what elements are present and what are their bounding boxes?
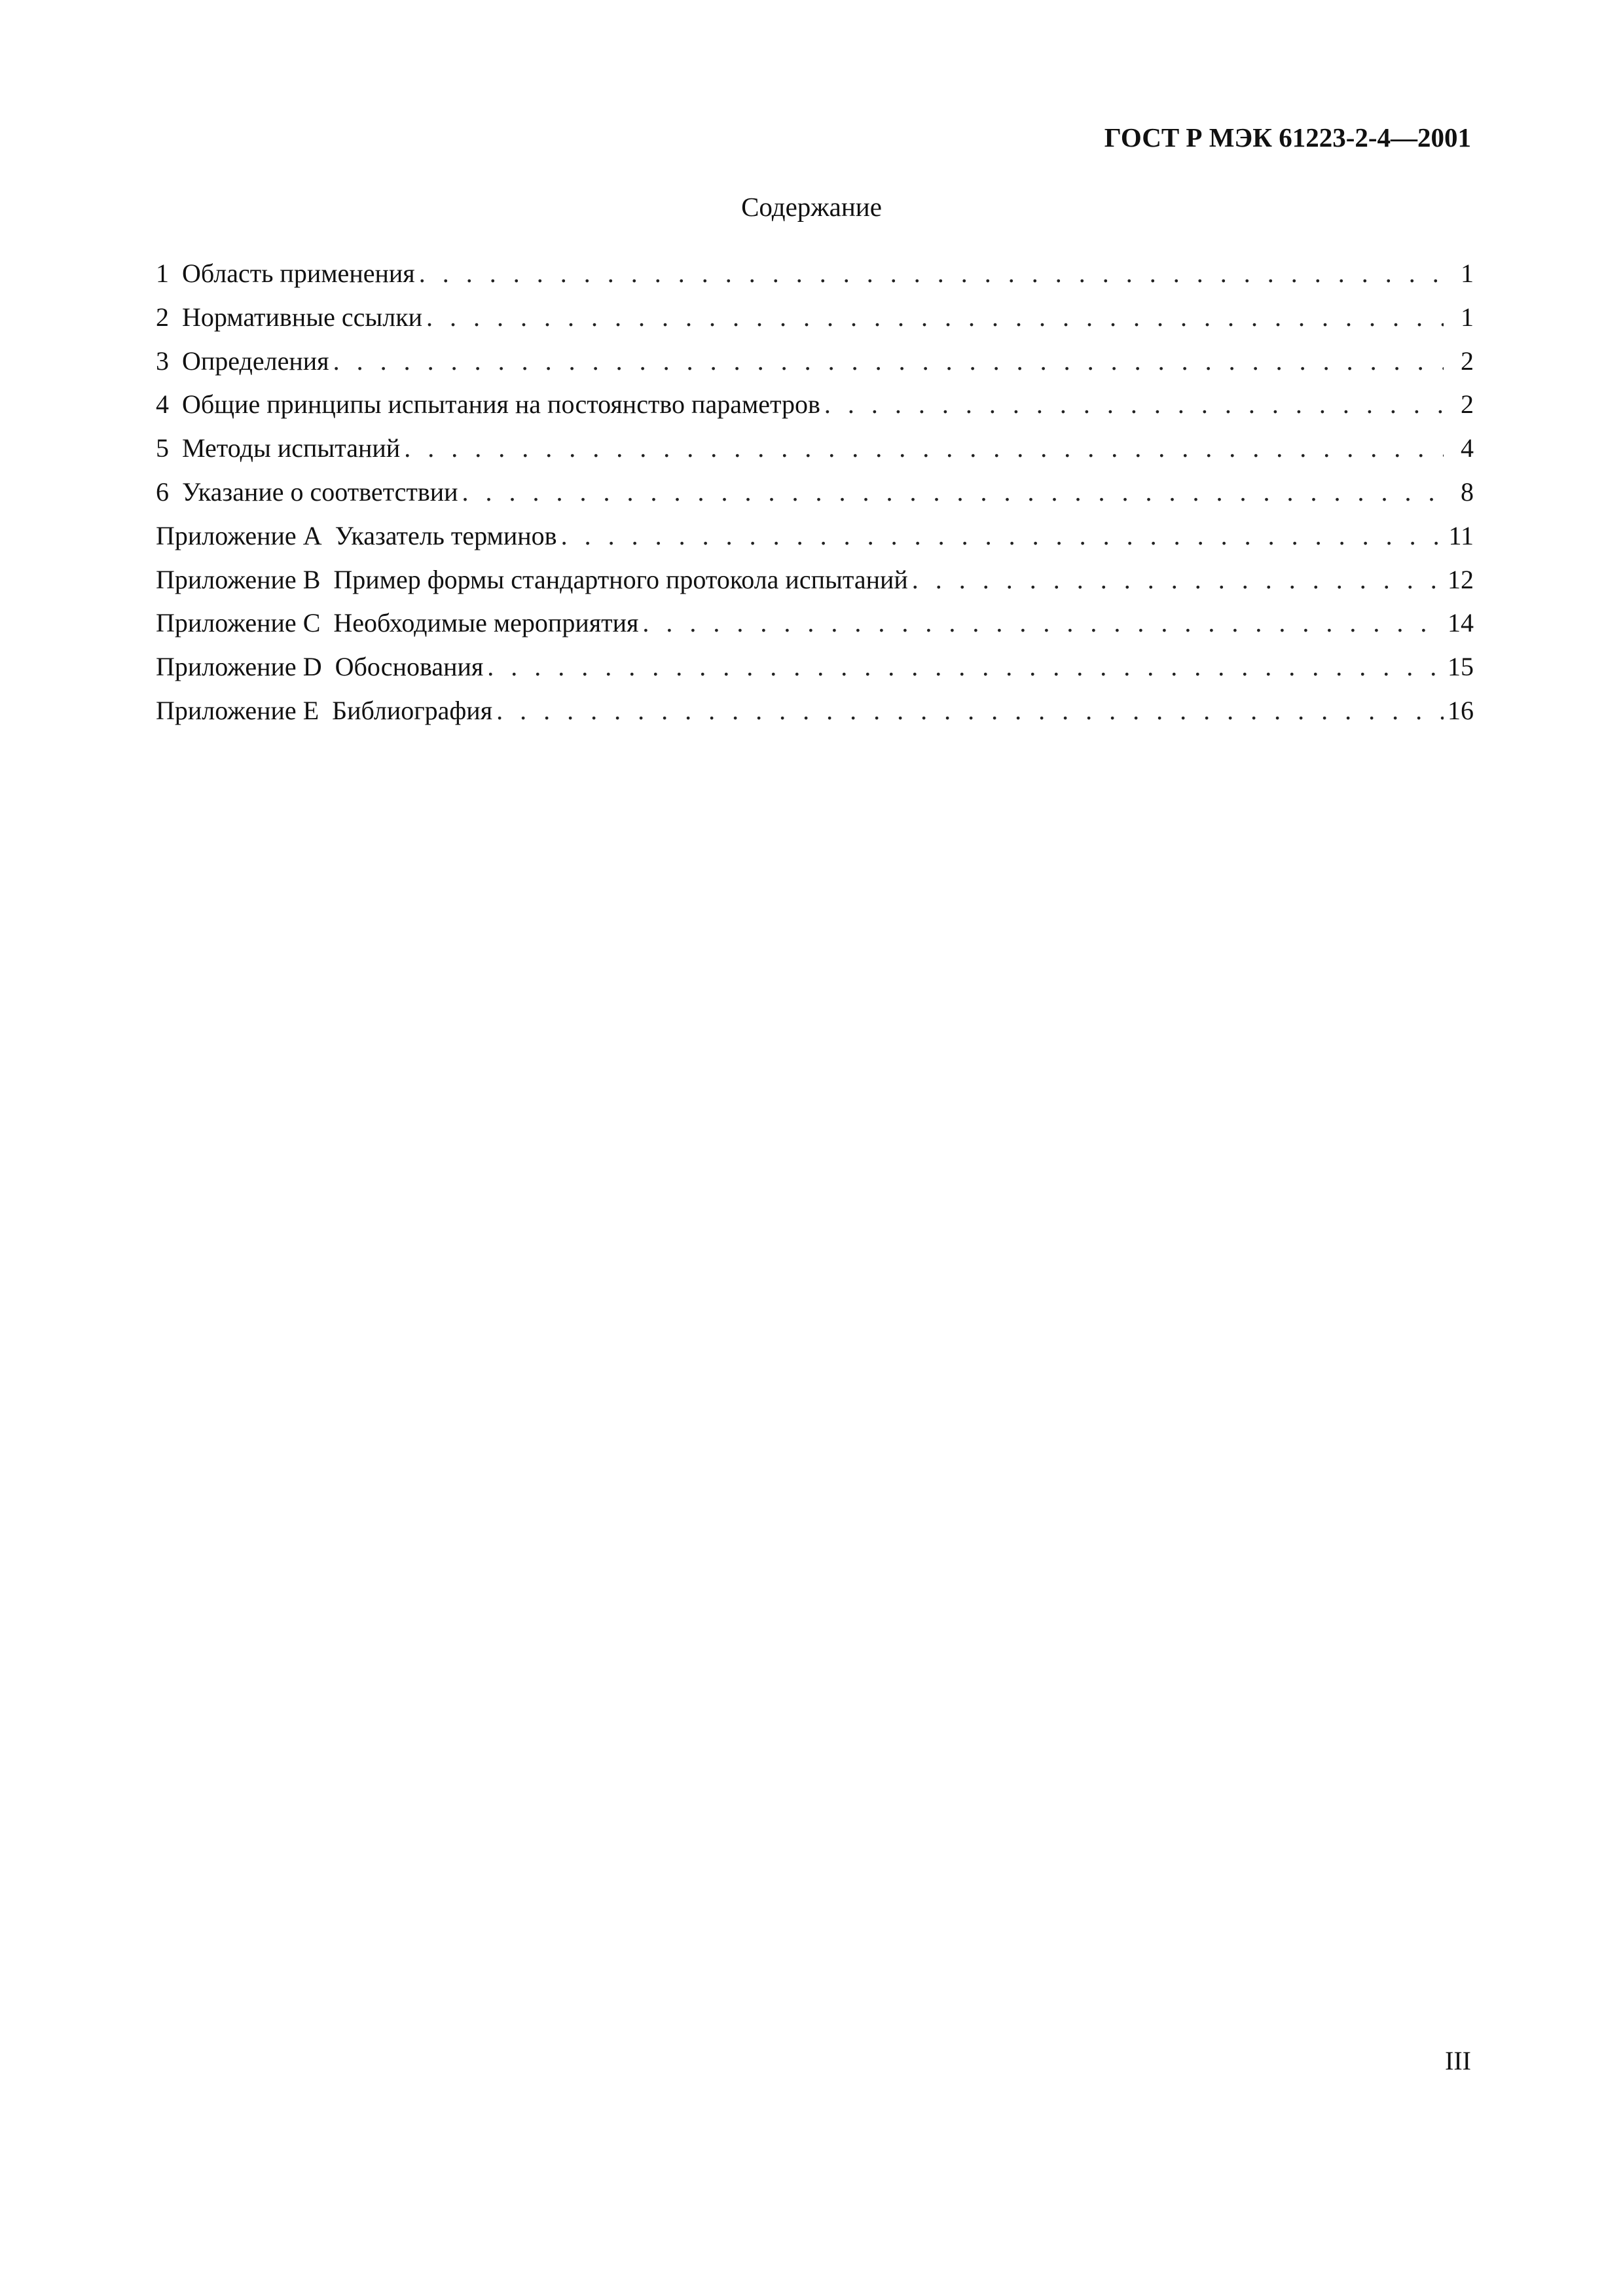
toc-dot-leader [333,340,1444,384]
toc-entry-label: 3 Определения [156,346,329,376]
toc-dot-leader [419,252,1444,296]
toc-entry[interactable] [156,601,1474,645]
toc-entry-page: 15 [1448,652,1474,682]
toc-dot-leader [426,296,1444,340]
toc-dot-leader [642,601,1444,645]
toc-entry[interactable] [156,471,1474,514]
toc-entry[interactable] [156,427,1474,471]
toc-entry[interactable] [156,514,1474,558]
toc-entry[interactable] [156,296,1474,340]
toc-dot-leader [404,427,1444,471]
toc-entry-label: 6 Указание о соответствии [156,476,458,507]
toc-entry-page: 2 [1461,389,1474,420]
toc-entry-label: Приложение С Необходимые мероприятия [156,608,639,638]
toc-entry-label: Приложение В Пример формы стандартного протокола испытаний [156,564,908,594]
toc-dot-leader [561,514,1444,558]
standard-code-header: ГОСТ Р МЭК 61223-2-4—2001 [1104,122,1471,152]
toc-entry-label: 1 Область применения [156,259,415,288]
toc-title: Содержание [741,192,882,222]
toc-entry[interactable] [156,252,1474,296]
table-of-contents [156,252,1474,733]
toc-entry-page: 14 [1448,608,1474,638]
toc-entry[interactable] [156,645,1474,689]
toc-dot-leader [487,645,1444,689]
toc-entry-label: Приложение D Обоснования [156,652,484,682]
toc-entry[interactable] [156,383,1474,427]
toc-dot-leader [824,383,1444,427]
toc-entry-page: 1 [1461,302,1474,332]
toc-entry-label: 5 Методы испытаний [156,433,401,463]
toc-entry-label: 4 Общие принципы испытания на постоянство параметров [156,389,820,420]
toc-dot-leader [462,471,1444,514]
toc-entry[interactable] [156,689,1474,733]
toc-entry-label: Приложение А Указатель терминов [156,520,557,550]
toc-entry-page: 2 [1461,346,1474,376]
toc-dot-leader [912,558,1444,602]
toc-entry-label: Приложение Е Библиография [156,695,493,725]
toc-entry[interactable] [156,558,1474,602]
toc-entry-page: 4 [1461,433,1474,463]
toc-entry-label: 2 Нормативные ссылки [156,302,423,332]
toc-entry-page: 1 [1461,259,1474,288]
toc-entry-page: 11 [1448,520,1474,550]
toc-dot-leader [496,689,1444,733]
toc-entry-page: 16 [1448,695,1474,725]
toc-entry[interactable] [156,340,1474,384]
page-number: III [1445,2046,1471,2075]
toc-entry-page: 8 [1461,476,1474,507]
toc-entry-page: 12 [1448,564,1474,594]
